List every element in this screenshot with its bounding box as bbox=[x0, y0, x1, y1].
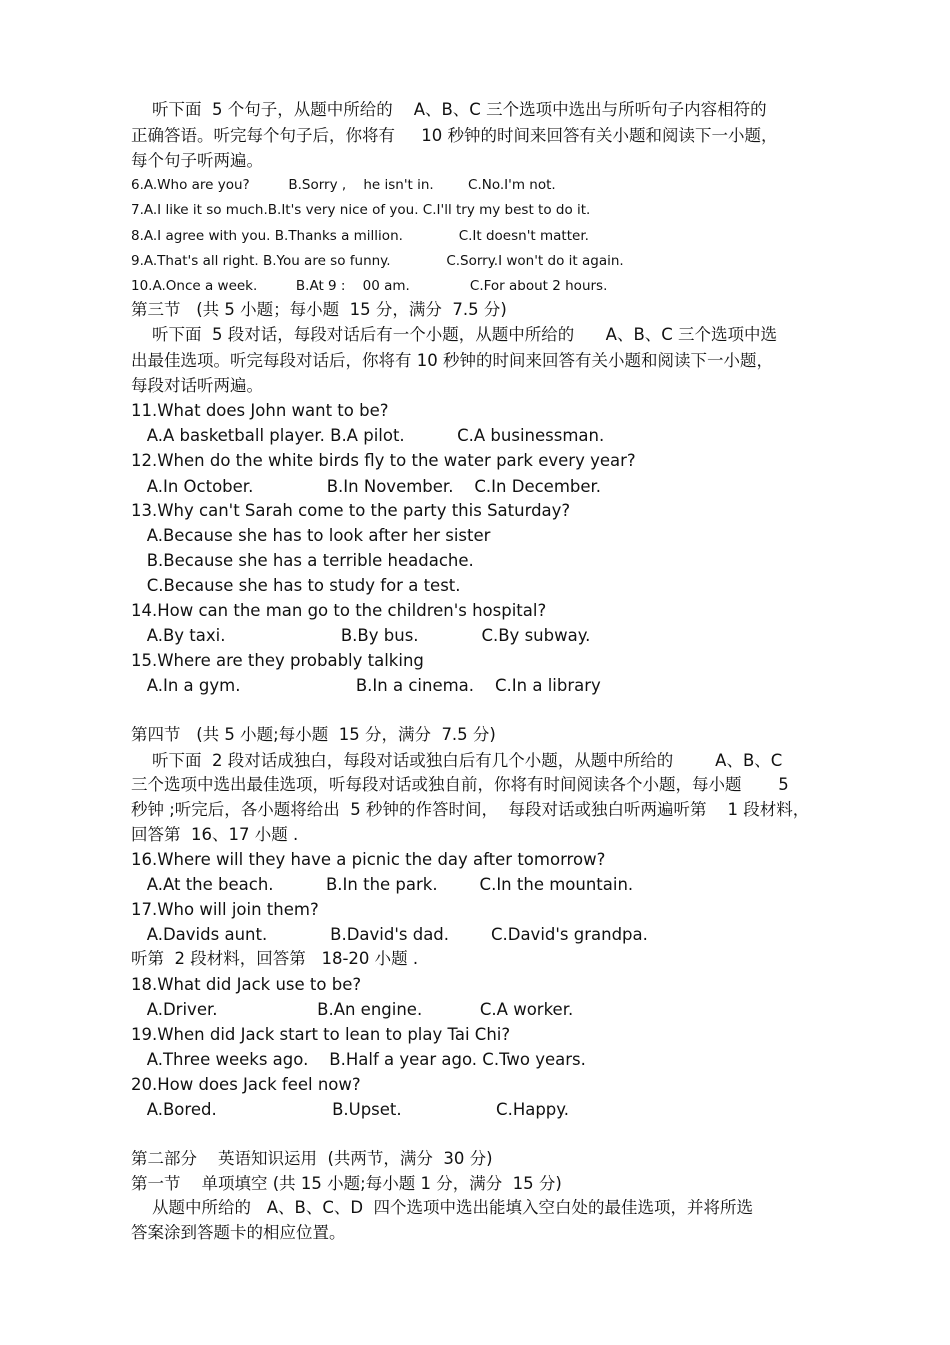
section2-intro-line-2: 正确答语。听完每个句子后，你将有 10 秒钟的时间来回答有关小题和阅读下一小题， bbox=[131, 126, 778, 145]
section4-heading: 第四节 (共 5 小题;每小题 15 分，满分 7.5 分) bbox=[131, 725, 496, 744]
question-13: 13.Why can't Sarah come to the party this Saturday? bbox=[131, 501, 571, 520]
question-18-options: A.Driver. B.An engine. C.A worker. bbox=[131, 1000, 574, 1019]
question-7: 7.A.I like it so much.B.It's very nice of you. C.I'll try my best to do it. bbox=[131, 202, 591, 218]
section2-intro-line-3: 每个句子听两遍。 bbox=[131, 151, 263, 170]
section4-material-2: 听第 2 段材料，回答第 18-20 小题 . bbox=[131, 949, 419, 968]
part2-section1-heading: 第一节 单项填空 (共 15 小题;每小题 1 分，满分 15 分) bbox=[131, 1174, 562, 1193]
question-20-options: A.Bored. B.Upset. C.Happy. bbox=[131, 1100, 569, 1119]
question-14: 14.How can the man go to the children's hospital? bbox=[131, 601, 547, 620]
section4-intro-line-2: 三个选项中选出最佳选项，听每段对话或独自前，你将有时间阅读各个小题，每小题 5 bbox=[131, 775, 789, 794]
section4-intro-line-3: 秒钟 ;听完后，各小题将给出 5 秒钟的作答时间， 每段对话或独白听两遍听第 1 段材料， bbox=[131, 800, 810, 819]
question-11-options: A.A basketball player. B.A pilot. C.A businessman. bbox=[131, 426, 605, 445]
section3-intro-line-2: 出最佳选项。听完每段对话后，你将有 10 秒钟的时间来回答有关小题和阅读下一小题， bbox=[131, 351, 773, 370]
question-12: 12.When do the white birds fly to the water park every year? bbox=[131, 451, 636, 470]
question-16: 16.Where will they have a picnic the day after tomorrow? bbox=[131, 850, 606, 869]
question-19-options: A.Three weeks ago. B.Half a year ago. C.Two years. bbox=[131, 1050, 586, 1069]
question-20: 20.How does Jack feel now? bbox=[131, 1075, 361, 1094]
question-17-options: A.Davids aunt. B.David's dad. C.David's grandpa. bbox=[131, 925, 648, 944]
section4-intro-line-1: 听下面 2 段对话成独白，每段对话或独白后有几个小题，从题中所给的 A、B、C bbox=[131, 751, 783, 770]
section2-intro-line-1: 听下面 5 个句子，从题中所给的 A、B、C 三个选项中选出与所听句子内容相符的 bbox=[131, 100, 767, 119]
question-16-options: A.At the beach. B.In the park. C.In the mountain. bbox=[131, 875, 634, 894]
question-10: 10.A.Once a week. B.At 9 : 00 am. C.For about 2 hours. bbox=[131, 278, 608, 294]
section3-intro-line-3: 每段对话听两遍。 bbox=[131, 376, 263, 395]
question-19: 19.When did Jack start to lean to play Tai Chi? bbox=[131, 1025, 511, 1044]
section4-intro-line-4: 回答第 16、17 小题 . bbox=[131, 825, 299, 844]
question-13-option-b: B.Because she has a terrible headache. bbox=[131, 551, 474, 570]
question-12-options: A.In October. B.In November. C.In December. bbox=[131, 477, 602, 496]
question-11: 11.What does John want to be? bbox=[131, 401, 389, 420]
question-13-option-c: C.Because she has to study for a test. bbox=[131, 576, 461, 595]
question-17: 17.Who will join them? bbox=[131, 900, 319, 919]
section3-intro-line-1: 听下面 5 段对话，每段对话后有一个小题，从题中所给的 A、B、C 三个选项中选 bbox=[131, 325, 778, 344]
question-18: 18.What did Jack use to be? bbox=[131, 975, 362, 994]
question-15: 15.Where are they probably talking bbox=[131, 651, 424, 670]
section3-heading: 第三节 (共 5 小题；每小题 15 分，满分 7.5 分) bbox=[131, 300, 507, 319]
question-9: 9.A.That's all right. B.You are so funny. C.Sorry.I won't do it again. bbox=[131, 253, 624, 269]
question-14-options: A.By taxi. B.By bus. C.By subway. bbox=[131, 626, 591, 645]
part2-section1-intro-line-1: 从题中所给的 A、B、C、D 四个选项中选出能填入空白处的最佳选项，并将所选 bbox=[131, 1198, 754, 1217]
part2-section1-intro-line-2: 答案涂到答题卡的相应位置。 bbox=[131, 1223, 346, 1242]
part2-heading: 第二部分 英语知识运用 (共两节，满分 30 分) bbox=[131, 1149, 493, 1168]
question-13-option-a: A.Because she has to look after her sister bbox=[131, 526, 491, 545]
question-15-options: A.In a gym. B.In a cinema. C.In a library bbox=[131, 676, 601, 695]
question-6: 6.A.Who are you? B.Sorry , he isn't in. C.No.I'm not. bbox=[131, 177, 556, 193]
question-8: 8.A.I agree with you. B.Thanks a million. C.It doesn't matter. bbox=[131, 228, 589, 244]
